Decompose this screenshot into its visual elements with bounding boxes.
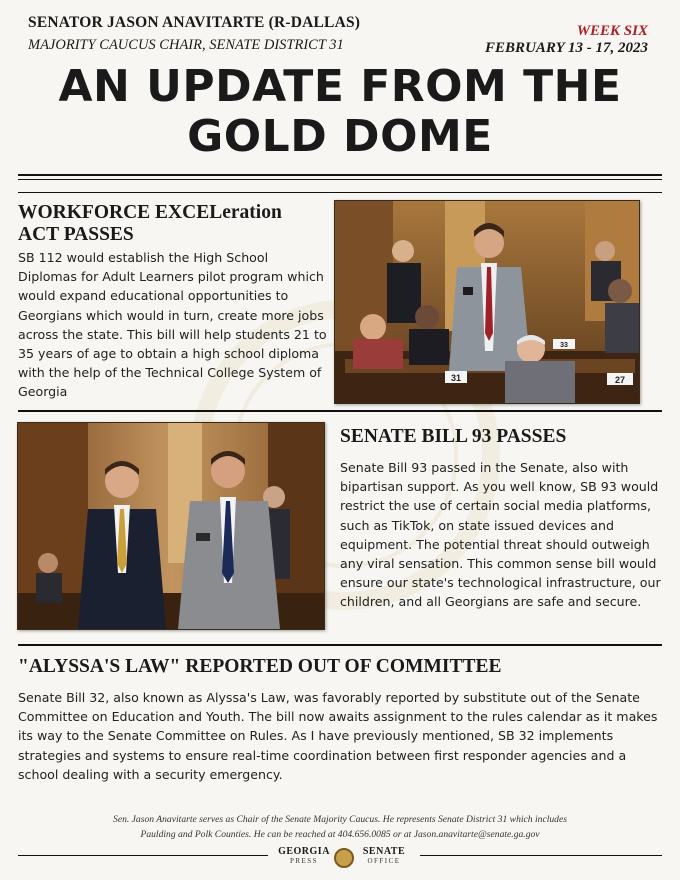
logo-word-press: PRESS (289, 857, 319, 865)
header-divider-top (18, 174, 662, 176)
workforce-title (18, 202, 282, 246)
workforce-body: SB 112 would establish the High School Diplomas for Adult Learners pilot program which would expand educational opportunities to Georgians which would in turn, create more jobs across the state. This bill will help students 21 to 35 years of age to obtain a high school diploma with the help of the Technical College System of Georgia (18, 250, 327, 400)
desk-number-33: 33 (560, 342, 568, 349)
headline-line-2: GOLD DOME (187, 111, 493, 162)
footer-line-2: Paulding and Polk Counties. He can be reached at 404.656.0085 or at Jason.anavitarte@senate.ga.gov (140, 829, 540, 840)
georgia-senate-press-office-logo (276, 846, 412, 874)
alyssa-body: Senate Bill 32, also known as Alyssa's Law, was favorably reported by substitute out of the Senate Committee on Education and Youth. The bill now awaits assignment to the rules calendar as it makes its way to the Senate Committee on Rules. As I have previously mentioned, SB 32 implements strategies and systems to ensure real-time coordination between first responder agencies and a school dealing with a security emergency. (18, 690, 658, 782)
workforce-title-line-1: WORKFORCE EXCELeration (18, 202, 282, 223)
alyssa-title: "ALYSSA'S LAW" REPORTED OUT OF COMMITTEE (18, 656, 502, 677)
logo-word-georgia: GEORGIA (278, 846, 330, 857)
footer-line-1: Sen. Jason Anavitarte serves as Chair of the Senate Majority Caucus. He represents Senate District 31 which includes (113, 814, 567, 825)
headline-line-1: AN UPDATE FROM THE (58, 61, 622, 112)
logo-word-senate: SENATE (362, 846, 406, 857)
week-label: WEEK SIX (576, 23, 648, 39)
logo-word-office: OFFICE (367, 857, 401, 865)
footer-rule-right (420, 855, 662, 856)
footer-contact-note (0, 812, 680, 842)
desk-number-27: 27 (614, 375, 626, 385)
senate-floor-photo-speaking (334, 200, 640, 404)
sb93-body: Senate Bill 93 passed in the Senate, also with bipartisan support. As you well know, SB 93 would restrict the use of certain social media platforms, such as TikTok, on state issued devices and equipment. The potential threat should outweigh any viral sensation. This common sense bill would ensure our state's technological infrastructure, our children, and all Georgians are safe and secure. (340, 460, 661, 610)
section-divider-1 (18, 410, 662, 412)
senator-role: MAJORITY CAUCUS CHAIR, SENATE DISTRICT 31 (28, 37, 344, 53)
section-divider-2 (18, 644, 662, 646)
footer-rule-left (18, 855, 268, 856)
desk-number-31: 31 (450, 373, 462, 383)
newsletter-headline (0, 62, 680, 162)
date-range: FEBRUARY 13 - 17, 2023 (485, 40, 648, 56)
header-divider-extra (18, 192, 662, 193)
senate-floor-photo-standing (17, 422, 325, 630)
senate-seal-icon (334, 848, 354, 868)
header-divider-bottom (18, 179, 662, 180)
sb93-title: SENATE BILL 93 PASSES (340, 426, 567, 447)
workforce-title-line-2: ACT PASSES (18, 224, 134, 245)
senator-name: SENATOR JASON ANAVITARTE (R-DALLAS) (28, 14, 361, 31)
